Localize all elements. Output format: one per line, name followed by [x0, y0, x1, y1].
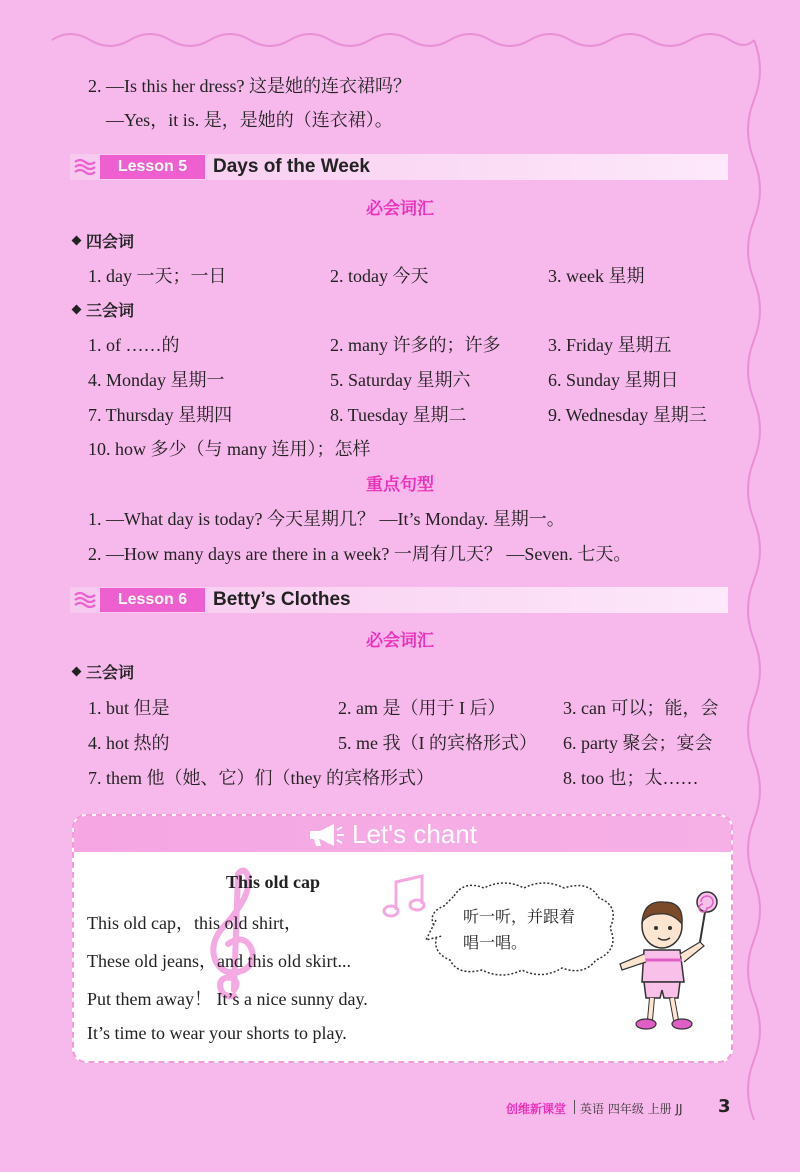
l6-word-7: 7. them 他（她、它）们（they 的宾格形式）: [88, 768, 434, 788]
l6-word-2: 2. am 是（用于 I 后）: [338, 698, 506, 718]
l5-three-word-6: 6. Sunday 星期日: [548, 370, 679, 390]
lesson5-sentence-heading: 重点句型: [366, 475, 434, 495]
lesson6-title: Betty’s Clothes: [213, 589, 351, 610]
l6-word-4: 4. hot 热的: [88, 733, 170, 753]
l5-three-word-9: 9. Wednesday 星期三: [548, 405, 707, 425]
lesson6-tag: Lesson 6: [100, 588, 205, 612]
l5-sentence-2: 2. —How many days are there in a week? 一周有几天？ —Seven. 七天。: [88, 544, 632, 564]
music-note-icon: [382, 874, 428, 920]
l6-word-5: 5. me 我（I 的宾格形式）: [338, 733, 537, 753]
diamond-bullet-icon: [72, 667, 82, 677]
l5-three-word-10: 10. how 多少（与 many 连用）；怎样: [88, 439, 371, 459]
l5-three-word-5: 5. Saturday 星期六: [330, 370, 471, 390]
l5-three-word-8: 8. Tuesday 星期二: [330, 405, 467, 425]
dialog-line-2: —Yes，it is. 是，是她的（连衣裙）。: [106, 110, 393, 130]
l5-three-word-4: 4. Monday 星期一: [88, 370, 225, 390]
diamond-bullet-icon: [72, 236, 82, 246]
lesson5-header: [70, 154, 728, 180]
lesson5-three-skill-heading: 三会词: [73, 298, 134, 321]
diamond-bullet-icon: [72, 305, 82, 315]
lesson5-title: Days of the Week: [213, 156, 370, 177]
l5-four-word-2: 2. today 今天: [330, 266, 429, 286]
l5-four-word-3: 3. week 星期: [548, 266, 645, 286]
chant-line-4: It’s time to wear your shorts to play.: [87, 1023, 347, 1043]
bubble-line-2: 唱一唱。: [463, 933, 528, 952]
lesson6-three-skill-heading: 三会词: [73, 660, 134, 683]
chant-line-2: These old jeans，and this old skirt...: [87, 951, 351, 971]
wave-lines-icon: [73, 158, 101, 176]
chant-header: [74, 816, 731, 852]
chant-box: [72, 814, 733, 1063]
lesson6-header: [70, 587, 728, 613]
footer-subject: 英语 四年级 上册 JJ: [580, 1102, 683, 1116]
l6-word-6: 6. party 聚会；宴会: [563, 733, 713, 753]
chant-song-title: This old cap: [226, 872, 321, 892]
l5-three-word-7: 7. Thursday 星期四: [88, 405, 233, 425]
chant-header-title: Let's chant: [352, 819, 477, 849]
l5-three-word-1: 1. of ……的: [88, 335, 180, 355]
lesson5-four-skill-heading: 四会词: [73, 229, 134, 252]
l6-word-8: 8. too 也；太……: [563, 768, 699, 788]
l6-word-1: 1. but 但是: [88, 698, 170, 718]
boy-with-lollipop-illustration: [614, 886, 724, 1036]
l5-four-word-1: 1. day 一天；一日: [88, 266, 227, 286]
dialog-line-1: 2. —Is this her dress? 这是她的连衣裙吗？: [88, 76, 411, 96]
l5-sentence-1: 1. —What day is today? 今天星期几？ —It’s Monday. 星期一。: [88, 509, 565, 529]
footer-series: 创维新课堂: [506, 1102, 567, 1116]
l6-word-3: 3. can 可以；能，会: [563, 698, 719, 718]
megaphone-icon: [306, 822, 346, 848]
l5-three-word-3: 3. Friday 星期五: [548, 335, 672, 355]
lesson6-vocab-heading: 必会词汇: [366, 631, 434, 651]
footer-divider: [574, 1100, 575, 1114]
page-number: 3: [718, 1096, 731, 1117]
bubble-line-1: 听一听，并跟着: [463, 907, 576, 926]
lesson5-vocab-heading: 必会词汇: [366, 199, 434, 219]
l5-three-word-2: 2. many 许多的；许多: [330, 335, 501, 355]
lesson5-tag: Lesson 5: [100, 155, 205, 179]
wave-lines-icon: [73, 591, 101, 609]
chant-line-3: Put them away！ It’s a nice sunny day.: [87, 989, 368, 1009]
chant-line-1: This old cap，this old shirt，: [87, 913, 302, 933]
